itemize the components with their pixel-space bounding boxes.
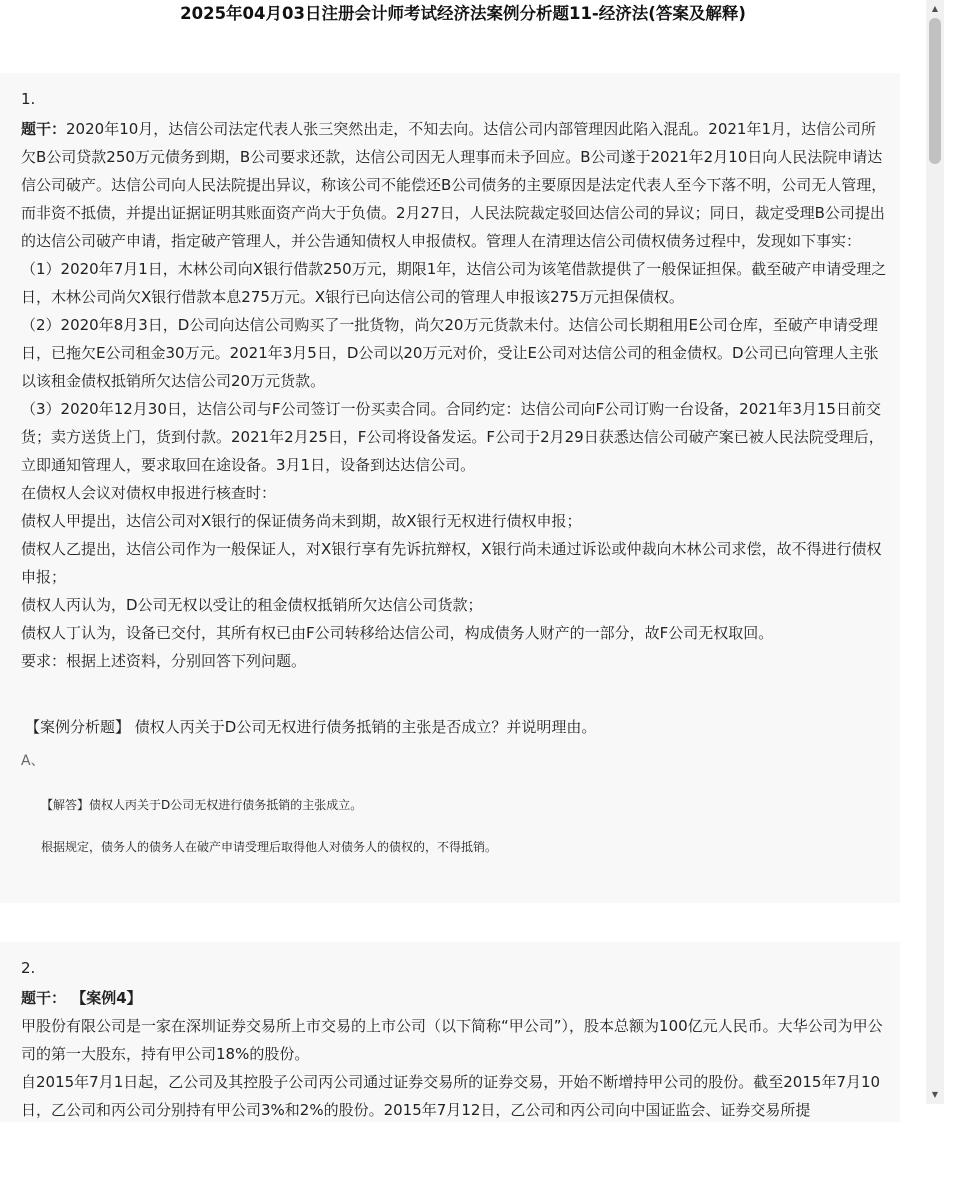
vertical-scrollbar[interactable]	[926, 0, 944, 1104]
creditor-claim: 债权人甲提出，达信公司对X银行的保证债务尚未到期，故X银行无权进行债权申报；	[21, 512, 582, 530]
fact-paragraph: （2）2020年8月3日，D公司向达信公司购买了一批货物，尚欠20万元货款未付。达信公司长期租用E公司仓库，至破产申请受理日，已拖欠E公司租金30万元。2021年3月5日，D公司以20万元对价，受让E公司对达信公司的租金债权。D公司已向管理人主张以该租金债权抵销所欠达信公司20万元货款。	[21, 316, 879, 390]
question-card-1	[0, 73, 900, 903]
stem-paragraph: 在债权人会议对债权申报进行核查时：	[21, 484, 277, 502]
creditor-claim: 债权人乙提出，达信公司作为一般保证人，对X银行享有先诉抗辩权，X银行尚未通过诉讼或仲裁向木林公司求偿，故不得进行债权申报；	[21, 540, 882, 586]
sub-question: 【案例分析题】 债权人丙关于D公司无权进行债务抵销的主张是否成立？并说明理由。	[25, 718, 597, 736]
stem-text: 2020年10月，达信公司法定代表人张三突然出走，不知去向。达信公司内部管理因此陷入混乱。2021年1月，达信公司所欠B公司贷款250万元债务到期，B公司要求还款，达信公司因无人理事而未予回应。B公司遂于2021年2月10日向人民法院申请达信公司破产。达信公司向人民法院提出异议，称该公司不能偿还B公司债务的主要原因是法定代表人至今下落不明，公司无人管理，而非资不抵债，并提出证据证明其账面资产尚大于负债。2月27日，人民法院裁定驳回达信公司的异议；同日，裁定受理B公司提出的达信公司破产申请，指定破产管理人，并公告通知债权人申报债权。管理人在清理达信公司债权债务过程中，发现如下事实：	[21, 120, 887, 250]
scroll-thumb[interactable]	[929, 18, 941, 164]
stem-label: 题干：	[21, 989, 67, 1007]
scroll-down-icon[interactable]: ▼	[931, 1090, 939, 1099]
question-card-2	[0, 942, 900, 1122]
scroll-up-icon[interactable]: ▲	[931, 4, 939, 13]
question-stem	[21, 984, 890, 1012]
requirement-paragraph: 要求：根据上述资料，分别回答下列问题。	[21, 652, 307, 670]
creditor-claim: 债权人丙认为，D公司无权以受让的租金债权抵销所欠达信公司货款；	[21, 596, 483, 614]
page-title: 2025年04月03日注册会计师考试经济法案例分析题11-经济法(答案及解释)	[180, 4, 746, 23]
stem-paragraph: 甲股份有限公司是一家在深圳证券交易所上市交易的上市公司（以下简称“甲公司”），股本总额为100亿元人民币。大华公司为甲公司的第一大股东，持有甲公司18%的股份。	[21, 1017, 883, 1063]
stem-paragraph: 自2015年7月1日起，乙公司及其控股子公司丙公司通过证券交易所的证券交易，开始不断增持甲公司的股份。截至2015年7月10日，乙公司和丙公司分别持有甲公司3%和2%的股份。2015年7月12日，乙公司和丙公司向中国证监会、证券交易所提	[21, 1073, 881, 1119]
question-number: 1.	[21, 90, 36, 108]
creditor-claim: 债权人丁认为，设备已交付，其所有权已由F公司转移给达信公司，构成债务人财产的一部分，故F公司无权取回。	[21, 624, 774, 642]
choice-label[interactable]: A、	[21, 753, 45, 769]
question-number: 2.	[21, 959, 36, 977]
fact-paragraph: （3）2020年12月30日，达信公司与F公司签订一份买卖合同。合同约定：达信公司向F公司订购一台设备，2021年3月15日前交货；卖方送货上门，货到付款。2021年2月25日，F公司将设备发运。F公司于2月29日获悉达信公司破产案已被人民法院受理后，立即通知管理人，要求取回在途设备。3月1日，设备到达达信公司。	[21, 400, 884, 474]
stem-label: 题干：	[21, 120, 67, 138]
answer-explanation: 根据规定，债务人的债务人在破产申请受理后取得他人对债务人的债权的，不得抵销。	[41, 840, 498, 854]
question-stem	[21, 115, 890, 255]
case-title: 【案例4】	[66, 989, 142, 1007]
fact-paragraph: （1）2020年7月1日，木林公司向X银行借款250万元，期限1年，达信公司为该笔借款提供了一般保证担保。截至破产申请受理之日，木林公司尚欠X银行借款本息275万元。X银行已向达信公司的管理人申报该275万元担保债权。	[21, 260, 887, 306]
answer-title: 【解答】债权人丙关于D公司无权进行债务抵销的主张成立。	[41, 798, 363, 812]
